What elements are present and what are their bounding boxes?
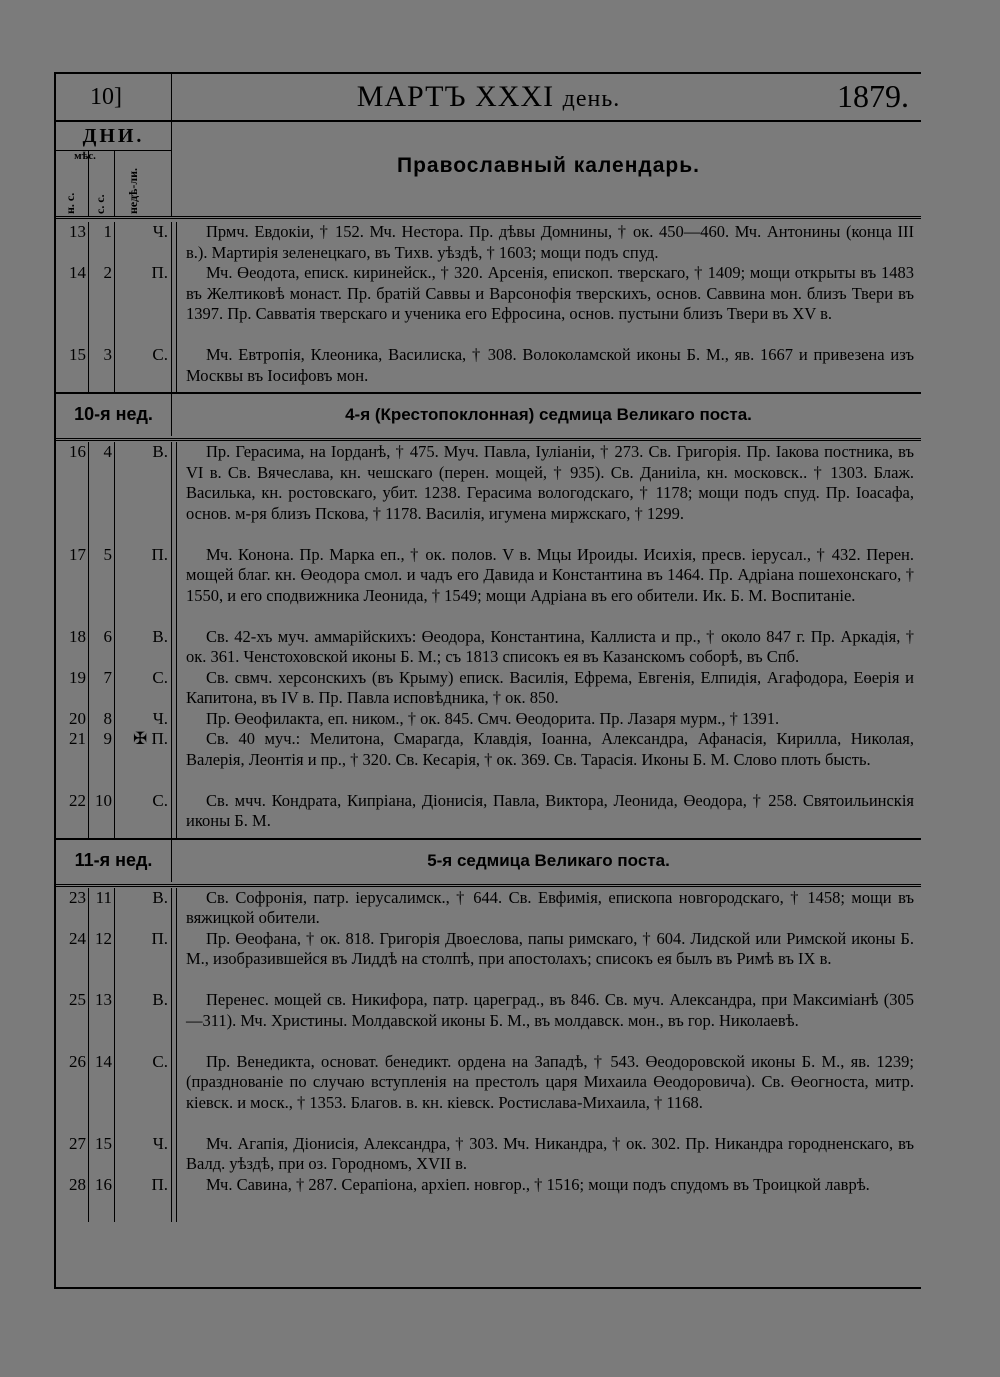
weekday: Ч. <box>152 222 168 241</box>
column-header <box>56 122 921 219</box>
entry-text: Мч. Өеодота, еписк. киринейск., † 320. Арсенiя, епископ. тверскаго, † 1409; мощи открыты въ 1483 въ Желтиковѣ монаст. Пр. братiй Саввы и Варсонофiя тверскихъ, основ. Саввинa мон. близъ Твери въ 1397. Пр. Савватiя тверскаго и ученика его Ефросина, основ. пустыни близъ Твери въ XV в. <box>186 263 914 323</box>
new-style-date: 27 <box>69 1133 86 1153</box>
weekday: С. <box>152 345 168 364</box>
new-style-date: 13 <box>69 222 86 241</box>
column-divider <box>171 442 172 838</box>
page-title <box>56 80 921 114</box>
column-divider <box>176 222 177 392</box>
weekday: В. <box>152 442 168 461</box>
old-style-date: 10 <box>95 790 112 810</box>
weekday-label: недѣ-ли. <box>126 168 140 214</box>
old-style-date: 8 <box>103 708 112 728</box>
weekday: П. <box>151 1174 168 1194</box>
column-divider <box>88 150 89 216</box>
entry-text: Пр. Өеофилакта, еп. ником., † ок. 845. Смч. Өеодорита. Пр. Лазаря мурм., † 1391. <box>206 708 780 728</box>
days-label: ДНИ. <box>56 122 171 151</box>
column-divider <box>114 150 115 216</box>
old-style-date: 16 <box>95 1174 112 1194</box>
new-style-date: 24 <box>69 928 86 948</box>
month-title: МАРТЪ XXXI <box>356 80 555 113</box>
old-style-date: 13 <box>95 990 112 1009</box>
old-style-date: 5 <box>103 544 112 564</box>
weekday: ✠ П. <box>132 729 168 748</box>
entry-text: Св. 42-хъ муч. аммарiйскихъ: Өеодора, Константина, Каллиста и пр., † около 847 г. Пр. Аркадiя, † ок. 361. Ченстоховской иконы Б. М.; съ 1813 списокъ ея въ Казанскомъ соборѣ, въ Спб. <box>186 626 914 666</box>
column-divider <box>114 222 115 392</box>
weekday: С. <box>152 790 168 810</box>
weekday: П. <box>151 263 168 282</box>
calendar-page <box>54 72 921 1289</box>
new-style-date: 15 <box>69 345 86 364</box>
weekday: С. <box>152 1051 168 1071</box>
entry-text: Св. мчч. Кондрата, Кипрiана, Дiонисiя, Павла, Виктора, Леонида, Өеодора, † 258. Святоильинскiя иконы Б. М. <box>186 790 914 830</box>
calendar-title: Православный календарь. <box>397 154 700 177</box>
entry-text: Мч. Евтропiя, Клеоника, Василиска, † 308. Волоколамской иконы Б. М., яв. 1667 и привезена изъ Москвы въ Iосифовъ мон. <box>186 345 914 385</box>
weekday: В. <box>152 887 168 907</box>
new-style-date: 21 <box>69 729 86 748</box>
entry-text: Мч. Конона. Пр. Марка еп., † ок. полов. V в. Мцы Ироиды. Исихiя, пресв. iерусал., † 432. Перен. мощей благ. кн. Өеодора смол. и чадъ его Давида и Константина въ 1464. Пр. Адрiана пошехонскаго, † 1550, и его сподвижника Леонида, † 1549; мощи Адрiана въ его обители. Ик. Б. М. Воспитанiе. <box>186 544 914 605</box>
column-divider <box>88 222 89 392</box>
week-number: 10-я нед. <box>74 404 153 424</box>
column-divider <box>171 888 172 1222</box>
old-style-date: 11 <box>95 887 112 907</box>
weekday: П. <box>151 928 168 948</box>
week-section-header <box>56 838 921 887</box>
column-divider <box>171 222 172 392</box>
new-style-date: 23 <box>69 887 86 907</box>
week-title: 5-я седмица Великаго поста. <box>427 850 670 870</box>
weekday: П. <box>151 544 168 564</box>
old-style-label: н. с. <box>63 192 77 214</box>
column-divider <box>176 888 177 1222</box>
page-number: 10] <box>90 84 122 110</box>
old-style-date: 7 <box>103 667 112 687</box>
entry-text: Мч. Агапiя, Дiонисiя, Александра, † 303. Мч. Никандра, † ок. 302. Пр. Никандра городненскаго, въ Валд. уѣздѣ, при оз. Городномъ, XVII в. <box>186 1133 914 1173</box>
old-style-date: 15 <box>95 1133 112 1153</box>
page-header <box>56 74 921 122</box>
old-style-date: 3 <box>103 345 112 364</box>
new-style-date: 16 <box>69 442 86 461</box>
column-divider <box>176 442 177 838</box>
day-word: день. <box>562 86 621 112</box>
weekday: Ч. <box>152 1133 168 1153</box>
entry-text: Св. Софронiя, патр. iерусалимск., † 644. Св. Евфимiя, епископа новгородскаго, † 1458; мощи въ вяжицкой обители. <box>186 887 914 927</box>
month-label: мѣс. <box>74 150 96 162</box>
old-style-date: 4 <box>103 442 112 461</box>
new-style-date: 22 <box>69 790 86 810</box>
entry-text: Пр. Герасима, на Iорданѣ, † 475. Муч. Павла, Iулiанiи, † 273. Св. Григорiя. Пр. Iакова постника, въ VI в. Св. Вячеслава, кн. чешскаго (перен. мощей, † 935). Св. Даниiла, кн. московск.. † 1303. Блаж. Василька, кн. ростовскаго, убит. 1238. Герасима вологодскаго, † 1178; мощи подъ спуд. Пр. Iоасафа, основ. м-ря близъ Пскова, † 1178. Василiя, игумена миржскаго, † 1299. <box>186 442 914 523</box>
old-style-date: 2 <box>103 263 112 282</box>
entry-text: Св. 40 муч.: Мелитона, Смарагда, Клавдiя, Iоанна, Александра, Афанасiя, Кирилла, Николая, Валерiя, Леонтiя и пр., † 320. Св. Кесарiя, † ок. 369. Св. Тарасiя. Иконы Б. М. Слово плоть бысть. <box>186 729 914 769</box>
column-divider <box>171 74 172 216</box>
weekday: В. <box>152 990 168 1009</box>
week-title: 4-я (Крестопоклонная) седмица Великаго поста. <box>345 405 752 424</box>
new-style-date: 17 <box>69 544 86 564</box>
old-style-date: 12 <box>95 928 112 948</box>
entry-text: Прмч. Евдокiи, † 152. Мч. Нестора. Пр. дѣвы Домнины, † ок. 450—460. Мч. Антонины (конца III в.). Мартирiя зеленецкаго, въ Тихв. уѣздѣ, † 1603; мощи подъ спуд. <box>186 222 914 262</box>
entry-text: Пр. Венедикта, основат. бенедикт. ордена на Западѣ, † 543. Өеодоровской иконы Б. М., яв. 1239; (празднованiе по случаю вступленiя на престолъ царя Михаила Өеодоровича). Св. Өеогноста, митр. кiевск. и моск., † 1353. Благов. в. кн. кiевск. Ростислава-Михаила, † 1168. <box>186 1051 914 1112</box>
new-style-date: 25 <box>69 990 86 1009</box>
week-section-header <box>56 392 921 441</box>
column-divider <box>171 392 172 436</box>
entry-text: Мч. Савина, † 287. Серапiона, архiеп. новгор., † 1516; мощи подъ спудомъ въ Троицкой лаврѣ. <box>206 1174 870 1194</box>
new-style-date: 28 <box>69 1174 86 1194</box>
weekday: С. <box>152 667 168 687</box>
column-divider <box>171 838 172 882</box>
column-divider <box>88 888 89 1222</box>
new-style-date: 18 <box>69 626 86 646</box>
old-style-date: 6 <box>103 626 112 646</box>
weekday: В. <box>152 626 168 646</box>
column-divider <box>114 888 115 1222</box>
week-number: 11-я нед. <box>74 849 153 870</box>
old-style-date: 9 <box>103 729 112 748</box>
year: 1879. <box>837 78 909 114</box>
new-style-date: 20 <box>69 708 86 728</box>
column-divider <box>88 442 89 838</box>
entry-text: Перенес. мощей св. Никифора, патр. цареград., въ 846. Св. муч. Александра, при Максимiанѣ (305—311). Мч. Христины. Молдавской иконы Б. М., въ молдавск. мон., въ гор. Николаевѣ. <box>186 990 914 1030</box>
new-style-label: с. с. <box>93 194 107 214</box>
old-style-date: 1 <box>103 222 112 241</box>
new-style-date: 26 <box>69 1051 86 1071</box>
entry-text: Пр. Өеофана, † ок. 818. Григорiя Двоеслова, папы римскаго, † 604. Лидской или Римской иконы Б. М., изобразившейся въ Лиддѣ на столпѣ, при апостолахъ; списокъ ея былъ въ Римѣ въ IX в. <box>186 928 914 968</box>
entry-text: Св. свмч. херсонскихъ (въ Крыму) еписк. Василiя, Ефрема, Евгенiя, Елпидiя, Агафодора, Еөерiя и Капитона, въ IV в. Пр. Павла исповѣдника, † ок. 850. <box>186 667 914 707</box>
weekday: Ч. <box>152 708 168 728</box>
column-divider <box>114 442 115 838</box>
new-style-date: 19 <box>69 667 86 687</box>
new-style-date: 14 <box>69 263 86 282</box>
old-style-date: 14 <box>95 1051 112 1071</box>
